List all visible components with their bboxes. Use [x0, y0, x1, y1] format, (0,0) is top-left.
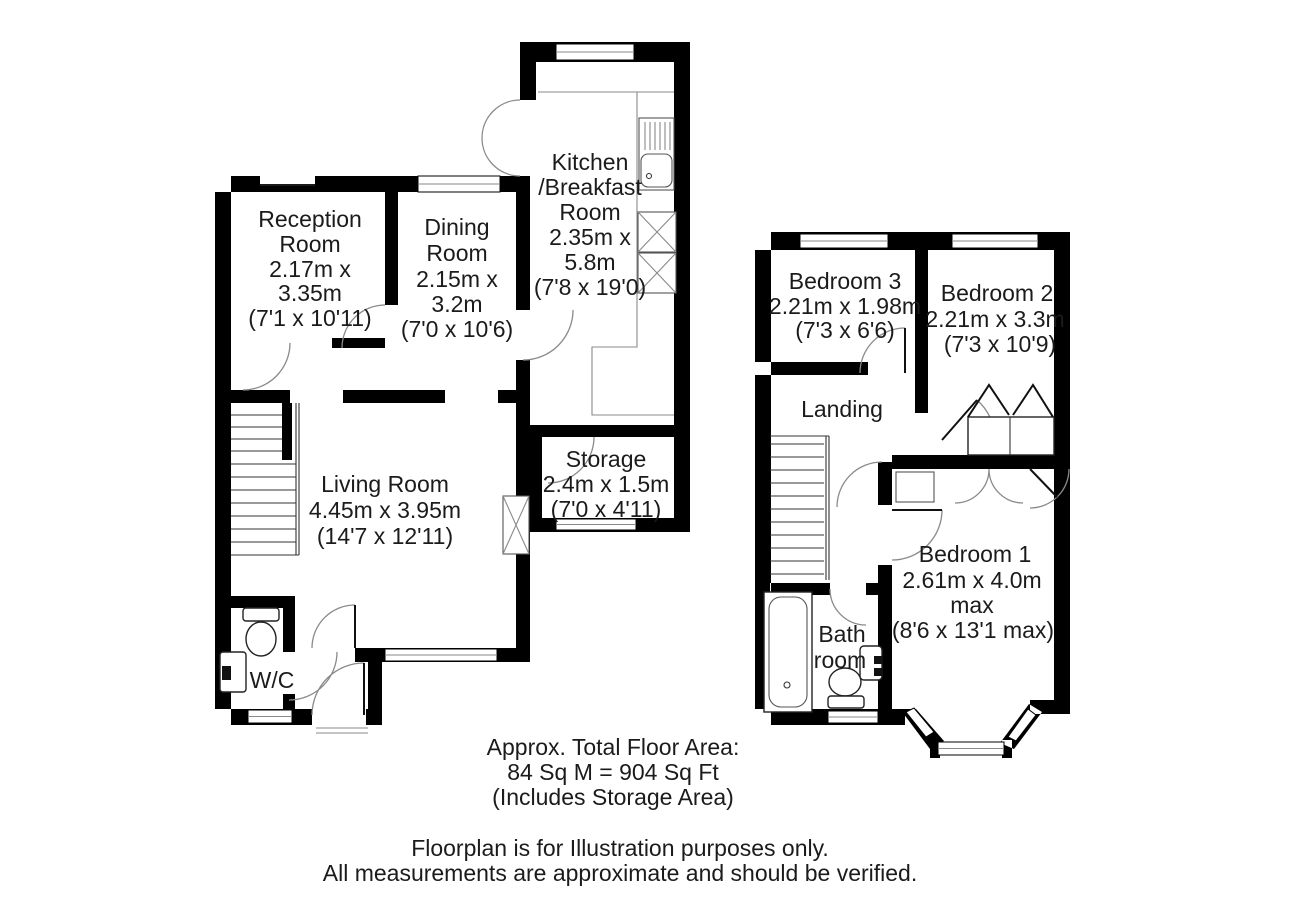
room-label-kitchen-1: Kitchen [551, 149, 629, 175]
dining-kitchen-opening [515, 310, 531, 360]
room-label-reception-5: (7'1 x 10'11) [248, 305, 372, 331]
room-label-bathroom-1: Bath [818, 621, 866, 647]
room-label-dining-3: 2.15m x [416, 266, 498, 292]
room-label-wc: W/C [249, 667, 295, 693]
bedroom2-wardrobe-bifold-doors [968, 385, 1053, 417]
room-label-dining-5: (7'0 x 10'6) [400, 316, 514, 342]
room-label-bedroom3-1: Bedroom 3 [788, 268, 902, 294]
room-label-dining-2: Room [426, 240, 488, 266]
room-label-reception-1: Reception [258, 206, 362, 232]
total-floor-area-line-1: Approx. Total Floor Area: [486, 734, 740, 760]
bathroom-toilet-base [828, 696, 864, 708]
room-label-storage-1: Storage [565, 446, 647, 472]
bath-inner [769, 597, 807, 707]
room-label-kitchen-3: Room [559, 199, 621, 225]
total-floor-area-line-3: (Includes Storage Area) [492, 784, 734, 810]
room-label-kitchen-4: 2.35m x [549, 224, 631, 250]
room-label-kitchen-5: 5.8m [564, 249, 616, 275]
room-label-storage-2: 2.4m x 1.5m [542, 471, 670, 497]
bedroom2-wardrobe [968, 417, 1054, 455]
room-label-living-2: 4.45m x 3.95m [308, 497, 462, 523]
wc-basin-tap [222, 666, 231, 680]
disclaimer-line-1: Floorplan is for Illustration purposes only. [411, 835, 829, 861]
room-label-bedroom1-1: Bedroom 1 [918, 541, 1032, 567]
room-label-kitchen-6: (7'8 x 19'0) [533, 274, 647, 300]
kitchen-sink-bowl [641, 154, 672, 187]
room-label-bedroom1-2: 2.61m x 4.0m [902, 567, 1042, 593]
porch-step-lines [316, 728, 368, 733]
room-label-reception-4: 3.35m [278, 280, 342, 306]
room-label-bedroom3-3: (7'3 x 6'6) [795, 317, 895, 343]
footer-captions [323, 734, 918, 886]
room-label-bedroom1-4: (8'6 x 13'1 max) [891, 617, 1055, 643]
room-label-reception-3: 2.17m x [269, 256, 351, 282]
room-label-bedroom1-3: max [950, 592, 994, 618]
room-label-kitchen-2: /Breakfast [538, 174, 642, 200]
first-floor-stairs [770, 436, 829, 580]
room-label-bedroom2-3: (7'3 x 10'9) [943, 331, 1057, 357]
reception-wall-recess [260, 176, 315, 184]
room-label-bedroom2-2: 2.21m x 3.3m [925, 306, 1065, 332]
landing-cupboard [896, 472, 934, 502]
front-door-opening [312, 708, 366, 726]
first-floor-plan [755, 232, 1070, 758]
disclaimer-line-2: All measurements are approximate and should be verified. [322, 860, 918, 886]
room-label-living-3: (14'7 x 12'11) [316, 523, 454, 549]
room-label-reception-2: Room [279, 231, 341, 257]
ground-floor-walls [215, 42, 690, 725]
room-label-bedroom2-1: Bedroom 2 [940, 280, 1054, 306]
room-label-dining-4: 3.2m [431, 291, 483, 317]
room-label-bathroom-2: room [813, 647, 867, 673]
room-label-bedroom3-2: 2.21m x 1.98m [768, 293, 922, 319]
ground-floor-plan [215, 42, 690, 733]
room-label-landing: Landing [801, 396, 883, 422]
wc-toilet-cistern [243, 608, 279, 621]
wc-toilet-bowl [246, 622, 276, 656]
room-label-living-1: Living Room [321, 471, 449, 497]
room-label-dining-1: Dining [424, 214, 490, 240]
room-label-storage-3: (7'0 x 4'11) [550, 496, 662, 522]
total-floor-area-line-2: 84 Sq M = 904 Sq Ft [507, 759, 719, 785]
